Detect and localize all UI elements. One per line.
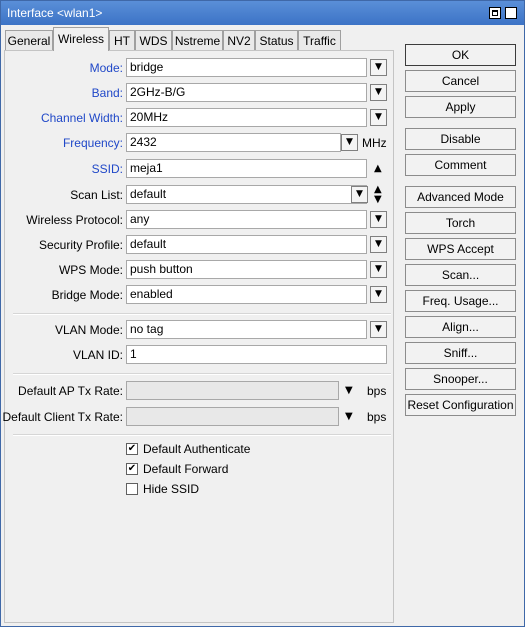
vlan-mode-dropdown-icon[interactable]: ▼ — [370, 321, 387, 338]
frequency-unit: MHz — [362, 136, 387, 150]
scan-list-up-icon[interactable]: ▲ — [374, 184, 382, 195]
scan-list-dropdown-icon[interactable]: ▼ — [351, 186, 368, 203]
hide-ssid-checkbox[interactable] — [126, 483, 138, 495]
cancel-button[interactable]: Cancel — [405, 70, 516, 92]
advanced-mode-button[interactable]: Advanced Mode — [405, 186, 516, 208]
default-ap-tx-rate-row — [5, 381, 395, 401]
band-select[interactable]: 2GHz-B/G — [126, 83, 367, 102]
wireless-protocol-select[interactable]: any — [126, 210, 367, 229]
scan-list-label: Scan List: — [70, 188, 123, 202]
default-forward-label: Default Forward — [143, 462, 229, 476]
tab-wds[interactable]: WDS — [135, 30, 172, 50]
bridge-mode-dropdown-icon[interactable]: ▼ — [370, 286, 387, 303]
vlan-mode-row — [5, 320, 395, 340]
freq-usage-button[interactable]: Freq. Usage... — [405, 290, 516, 312]
security-profile-label: Security Profile: — [38, 238, 123, 252]
wireless-protocol-label: Wireless Protocol: — [26, 213, 123, 227]
frequency-row — [5, 133, 395, 153]
security-profile-dropdown-icon[interactable]: ▼ — [370, 236, 387, 253]
bridge-mode-select[interactable]: enabled — [126, 285, 367, 304]
wireless-protocol-row — [5, 210, 395, 230]
wps-mode-select[interactable]: push button — [126, 260, 367, 279]
title-bar[interactable] — [1, 1, 524, 25]
apply-button[interactable]: Apply — [405, 96, 516, 118]
sniff-button[interactable]: Sniff... — [405, 342, 516, 364]
frequency-dropdown-icon[interactable]: ▼ — [341, 134, 358, 151]
vlan-id-row — [5, 345, 395, 365]
align-button[interactable]: Align... — [405, 316, 516, 338]
ssid-collapse-icon[interactable]: ▲ — [374, 163, 382, 174]
default-ap-tx-rate-select[interactable] — [126, 381, 339, 400]
maximize-icon[interactable] — [489, 7, 501, 19]
vlan-id-label: VLAN ID: — [72, 348, 123, 362]
divider — [13, 313, 391, 315]
default-ap-tx-rate-label: Default AP Tx Rate: — [18, 384, 123, 398]
vlan-id-input[interactable]: 1 — [126, 345, 387, 364]
mode-select[interactable]: bridge — [126, 58, 367, 77]
disable-button[interactable]: Disable — [405, 128, 516, 150]
default-client-tx-rate-row — [2, 407, 395, 427]
scan-list-row — [5, 185, 395, 205]
band-label: Band: — [91, 86, 123, 100]
default-client-tx-rate-label: Default Client Tx Rate: — [2, 410, 123, 424]
ok-button[interactable]: OK — [405, 44, 516, 66]
frequency-select[interactable]: 2432 — [126, 133, 341, 152]
tab-nstreme[interactable]: Nstreme — [172, 30, 223, 50]
ssid-input[interactable]: meja1 — [126, 159, 367, 178]
tab-status[interactable]: Status — [255, 30, 298, 50]
default-authenticate-checkbox[interactable]: ✔ — [127, 443, 137, 454]
default-ap-tx-rate-unit: bps — [367, 384, 387, 398]
security-profile-row — [5, 235, 395, 255]
tab-traffic[interactable]: Traffic — [298, 30, 341, 50]
vlan-mode-select[interactable]: no tag — [126, 320, 367, 339]
ssid-row — [5, 159, 395, 179]
close-icon[interactable]: × — [506, 6, 516, 19]
wireless-panel — [4, 50, 394, 623]
divider — [13, 434, 391, 436]
snooper-button[interactable]: Snooper... — [405, 368, 516, 390]
tab-ht[interactable]: HT — [109, 30, 135, 50]
wps-accept-button[interactable]: WPS Accept — [405, 238, 516, 260]
default-authenticate-label: Default Authenticate — [143, 442, 251, 456]
default-client-tx-rate-select[interactable] — [126, 407, 339, 426]
wps-mode-label: WPS Mode: — [58, 263, 123, 277]
mode-dropdown-icon[interactable]: ▼ — [370, 59, 387, 76]
default-ap-tx-rate-dropdown-icon[interactable]: ▼ — [345, 385, 353, 396]
scan-list-down-icon[interactable]: ▼ — [374, 194, 382, 205]
mode-row — [5, 58, 395, 78]
vlan-mode-label: VLAN Mode: — [54, 323, 123, 337]
default-client-tx-rate-unit: bps — [367, 410, 387, 424]
scan-list-select[interactable]: default — [126, 185, 367, 204]
channel-width-row — [5, 108, 395, 128]
reset-configuration-button[interactable]: Reset Configuration — [405, 394, 516, 416]
tab-wireless[interactable]: Wireless — [53, 27, 109, 51]
default-client-tx-rate-dropdown-icon[interactable]: ▼ — [345, 411, 353, 422]
channel-width-dropdown-icon[interactable]: ▼ — [370, 109, 387, 126]
bridge-mode-label: Bridge Mode: — [51, 288, 123, 302]
bridge-mode-row — [5, 285, 395, 305]
divider — [13, 373, 391, 375]
comment-button[interactable]: Comment — [405, 154, 516, 176]
wireless-protocol-dropdown-icon[interactable]: ▼ — [370, 211, 387, 228]
wps-mode-dropdown-icon[interactable]: ▼ — [370, 261, 387, 278]
ssid-label: SSID: — [91, 162, 123, 176]
window-title: Interface <wlan1> — [7, 6, 103, 20]
torch-button[interactable]: Torch — [405, 212, 516, 234]
band-dropdown-icon[interactable]: ▼ — [370, 84, 387, 101]
scan-button[interactable]: Scan... — [405, 264, 516, 286]
channel-width-label: Channel Width: — [40, 111, 123, 125]
security-profile-select[interactable]: default — [126, 235, 367, 254]
band-row — [5, 83, 395, 103]
wps-mode-row — [5, 260, 395, 280]
hide-ssid-label: Hide SSID — [143, 482, 200, 496]
tab-nv2[interactable]: NV2 — [223, 30, 255, 50]
frequency-label: Frequency: — [62, 136, 123, 150]
mode-label: Mode: — [89, 61, 123, 75]
channel-width-select[interactable]: 20MHz — [126, 108, 367, 127]
tab-general[interactable]: General — [5, 30, 53, 50]
default-forward-checkbox[interactable]: ✔ — [127, 463, 137, 474]
